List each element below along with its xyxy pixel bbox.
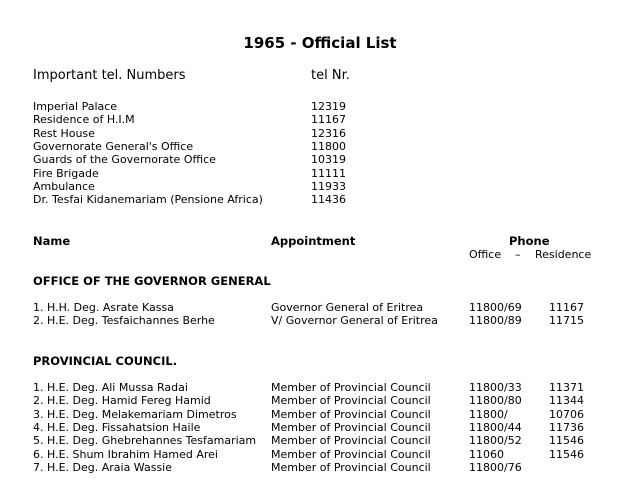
row-name: 2. H.E. Deg. Tesfaichannes Berhe xyxy=(33,314,215,328)
column-header-office: Office xyxy=(469,248,502,261)
entry-name: Residence of H.I.M xyxy=(33,113,135,127)
row-residence: 11167 xyxy=(549,301,584,314)
list-item xyxy=(0,193,640,206)
column-header-appointment: Appointment xyxy=(271,234,356,248)
entry-tel: 11167 xyxy=(311,113,346,127)
row-office: 11800/44 xyxy=(469,420,522,434)
page-title: 1965 - Official List xyxy=(243,34,397,52)
row-residence: 11344 xyxy=(549,394,584,408)
column-header-phone: Phone xyxy=(509,234,550,248)
list-item xyxy=(0,153,640,166)
row-appointment: Governor General of Eritrea xyxy=(271,301,424,314)
column-header-name: Name xyxy=(33,234,71,248)
row-residence: 11546 xyxy=(549,447,584,461)
row-office: 11800/52 xyxy=(469,434,522,448)
entry-tel: 12319 xyxy=(311,100,346,113)
entry-name: Guards of the Governorate Office xyxy=(33,153,216,167)
table-row xyxy=(0,448,640,461)
row-name: 5. H.E. Deg. Ghebrehannes Tesfamariam xyxy=(33,434,257,448)
entry-tel: 12316 xyxy=(311,126,346,140)
row-office: 11800/89 xyxy=(469,314,522,328)
row-residence: 11371 xyxy=(549,381,584,394)
row-name: 1. H.H. Deg. Asrate Kassa xyxy=(33,301,174,314)
row-office: 11060 xyxy=(469,447,504,461)
section-title-provincial-council: PROVINCIAL COUNCIL. xyxy=(33,354,178,368)
row-name: 7. H.E. Deg. Araia Wassie xyxy=(33,460,173,474)
entry-tel: 11111 xyxy=(311,166,346,180)
column-header-dash: – xyxy=(515,248,521,261)
entry-tel: 11436 xyxy=(311,193,346,207)
row-appointment: Member of Provincial Council xyxy=(271,460,431,474)
entry-name: Ambulance xyxy=(33,179,95,193)
table-row xyxy=(0,421,640,434)
row-appointment: Member of Provincial Council xyxy=(271,407,431,421)
list-item xyxy=(0,113,640,126)
entry-name: Fire Brigade xyxy=(33,166,99,180)
entry-name: Dr. Tesfai Kidanemariam (Pensione Africa) xyxy=(33,193,263,207)
row-appointment: Member of Provincial Council xyxy=(271,447,431,461)
row-appointment: Member of Provincial Council xyxy=(271,420,431,434)
row-office: 11800/ xyxy=(469,407,508,421)
list-item xyxy=(0,180,640,193)
table-row xyxy=(0,434,640,447)
section-title-governor-general: OFFICE OF THE GOVERNOR GENERAL xyxy=(33,274,271,288)
entry-name: Governorate General's Office xyxy=(33,139,194,153)
row-office: 11800/76 xyxy=(469,460,522,474)
row-office: 11800/80 xyxy=(469,394,522,408)
entry-tel: 11800 xyxy=(311,139,346,153)
table-row xyxy=(0,381,640,394)
important-numbers-heading: Important tel. Numbers xyxy=(33,68,186,83)
row-office: 11800/69 xyxy=(469,301,522,314)
row-residence: 11715 xyxy=(549,314,584,328)
entry-tel: 10319 xyxy=(311,153,346,167)
row-appointment: V/ Governor General of Eritrea xyxy=(271,314,438,328)
column-header-residence: Residence xyxy=(535,248,592,261)
table-row xyxy=(0,314,640,327)
row-name: 6. H.E. Shum Ibrahim Hamed Arei xyxy=(33,447,218,461)
entry-tel: 11933 xyxy=(311,179,346,193)
table-row xyxy=(0,461,640,474)
entry-name: Rest House xyxy=(33,126,95,140)
row-residence: 11546 xyxy=(549,434,584,448)
tel-number-heading: tel Nr. xyxy=(311,68,350,83)
list-item xyxy=(0,127,640,140)
row-name: 4. H.E. Deg. Fissahatsion Haile xyxy=(33,420,201,434)
row-office: 11800/33 xyxy=(469,381,522,394)
entry-name: Imperial Palace xyxy=(33,100,118,113)
table-row xyxy=(0,301,640,314)
row-residence: 11736 xyxy=(549,420,584,434)
row-name: 1. H.E. Deg. Ali Mussa Radai xyxy=(33,381,188,394)
table-row xyxy=(0,394,640,407)
row-name: 2. H.E. Deg. Hamid Fereg Hamid xyxy=(33,394,211,408)
row-name: 3. H.E. Deg. Melakemariam Dimetros xyxy=(33,407,237,421)
row-appointment: Member of Provincial Council xyxy=(271,434,431,448)
row-appointment: Member of Provincial Council xyxy=(271,394,431,408)
list-item xyxy=(0,100,640,113)
list-item xyxy=(0,167,640,180)
table-row xyxy=(0,408,640,421)
row-appointment: Member of Provincial Council xyxy=(271,381,431,394)
row-residence: 10706 xyxy=(549,407,584,421)
list-item xyxy=(0,140,640,153)
